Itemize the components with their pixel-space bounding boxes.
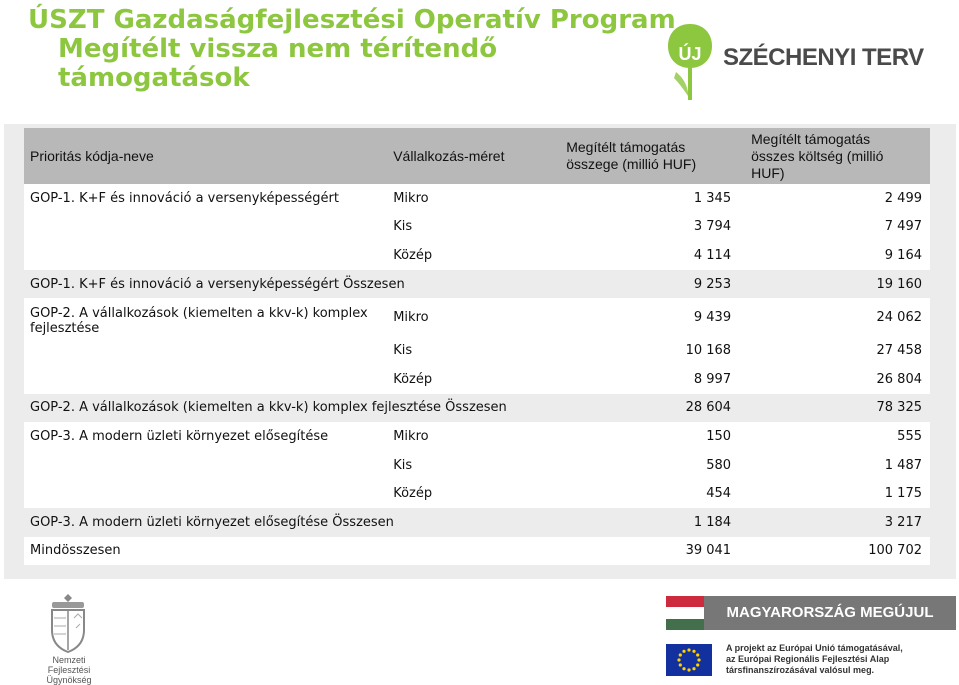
cell-priority bbox=[24, 479, 387, 508]
cell-priority bbox=[24, 365, 387, 394]
cell-amount: 39 041 bbox=[685, 543, 732, 559]
cell-amount: 1 184 bbox=[693, 514, 732, 530]
cell-size: Mikro bbox=[393, 428, 429, 444]
cell-cost: 26 804 bbox=[876, 371, 922, 387]
eu-line-1: A projekt az Európai Unió támogatásával, bbox=[726, 643, 903, 653]
table-row bbox=[24, 336, 930, 365]
cell-size: Kis bbox=[393, 219, 413, 235]
cell-cost: 1 487 bbox=[884, 457, 922, 473]
cell-amount: 9 439 bbox=[693, 309, 732, 325]
title-line-1: ÚSZT Gazdaságfejlesztési Operatív Program bbox=[28, 5, 676, 35]
table-row bbox=[24, 451, 930, 480]
cell-priority: GOP-1. K+F és innováció a versenyképességért Összesen bbox=[30, 276, 405, 292]
ngu-line-1: Nemzeti bbox=[52, 655, 86, 665]
magyarorszag-megujul-logo bbox=[666, 596, 956, 630]
cell-amount: 8 997 bbox=[693, 371, 732, 387]
cell-amount: 28 604 bbox=[685, 400, 732, 416]
header-cost: Megítélt támogatás összes költség (millió HUF) bbox=[751, 130, 884, 181]
cell-size: Mikro bbox=[393, 309, 429, 325]
cell-size bbox=[387, 537, 560, 566]
cell-priority: GOP-3. A modern üzleti környezet elősegítése bbox=[30, 428, 329, 444]
cell-cost: 1 175 bbox=[884, 486, 922, 502]
eu-line-3: társfinanszírozásával valósul meg. bbox=[726, 665, 875, 675]
cell-cost: 3 217 bbox=[884, 514, 922, 530]
header-priority: Prioritás kódja-neve bbox=[30, 147, 154, 164]
cell-cost: 7 497 bbox=[884, 219, 922, 235]
magyarorszag-megujul-text: MAGYARORSZÁG MEGÚJUL bbox=[704, 596, 956, 630]
cell-amount: 580 bbox=[706, 457, 732, 473]
cell-priority: GOP-2. A vállalkozások (kiemelten a kkv-k) komplex fejlesztése bbox=[30, 306, 368, 337]
cell-priority: GOP-2. A vállalkozások (kiemelten a kkv-k) komplex fejlesztése Összesen bbox=[30, 400, 507, 416]
eu-flag-icon bbox=[666, 644, 712, 676]
cell-cost: 78 325 bbox=[876, 400, 922, 416]
table-row bbox=[24, 537, 930, 566]
cell-cost: 100 702 bbox=[868, 543, 922, 559]
ngu-line-2: Fejlesztési Ügynökség bbox=[46, 665, 92, 685]
header-size: Vállalkozás-méret bbox=[393, 147, 505, 164]
eu-line-2: az Európai Regionális Fejlesztési Alap bbox=[726, 654, 890, 664]
cell-priority: Mindösszesen bbox=[30, 543, 121, 559]
table-row bbox=[24, 365, 930, 394]
table-row bbox=[24, 213, 930, 242]
cell-cost: 9 164 bbox=[884, 247, 922, 263]
page-title bbox=[28, 6, 676, 93]
cell-cost: 2 499 bbox=[884, 190, 922, 206]
title-line-3: támogatások bbox=[58, 63, 250, 93]
table-row bbox=[24, 479, 930, 508]
cell-priority bbox=[24, 213, 387, 242]
cell-amount: 454 bbox=[706, 486, 732, 502]
cell-amount: 150 bbox=[706, 428, 732, 444]
table-row bbox=[24, 394, 930, 423]
hungarian-flag-icon bbox=[666, 596, 704, 630]
cell-priority: GOP-3. A modern üzleti környezet elősegítése Összesen bbox=[30, 514, 394, 530]
cell-cost: 27 458 bbox=[876, 343, 922, 359]
table-row bbox=[24, 298, 930, 336]
table-row bbox=[24, 508, 930, 537]
table-row bbox=[24, 184, 930, 213]
cell-size: Kis bbox=[393, 457, 413, 473]
cell-cost: 555 bbox=[897, 428, 922, 444]
eu-support-text bbox=[726, 643, 903, 676]
support-table bbox=[24, 128, 930, 565]
cell-size: Közép bbox=[393, 247, 433, 263]
cell-size: Kis bbox=[393, 343, 413, 359]
cell-amount: 3 794 bbox=[693, 219, 732, 235]
coat-of-arms-icon bbox=[38, 588, 98, 654]
cell-amount: 10 168 bbox=[685, 343, 732, 359]
uj-logo-text: ÚJ bbox=[678, 44, 702, 64]
table-row bbox=[24, 422, 930, 451]
cell-size: Közép bbox=[393, 486, 433, 502]
cell-priority bbox=[24, 336, 387, 365]
cell-cost: 24 062 bbox=[876, 309, 922, 325]
table-row bbox=[24, 270, 930, 299]
cell-priority bbox=[24, 241, 387, 270]
cell-amount: 9 253 bbox=[693, 276, 732, 292]
cell-priority bbox=[24, 451, 387, 480]
cell-priority: GOP-1. K+F és innováció a versenyképességért bbox=[30, 190, 339, 206]
cell-size: Mikro bbox=[393, 190, 429, 206]
table-row bbox=[24, 241, 930, 270]
table-header-row bbox=[24, 128, 930, 184]
szechenyi-terv-logo: SZÉCHENYI TERV bbox=[723, 44, 924, 71]
cell-size: Közép bbox=[393, 371, 433, 387]
title-line-2: Megítélt vissza nem térítendő bbox=[58, 34, 498, 64]
cell-cost: 19 160 bbox=[876, 276, 922, 292]
cell-amount: 1 345 bbox=[693, 190, 732, 206]
header-amount: Megítélt támogatás összege (millió HUF) bbox=[566, 139, 697, 172]
cell-amount: 4 114 bbox=[693, 247, 732, 263]
